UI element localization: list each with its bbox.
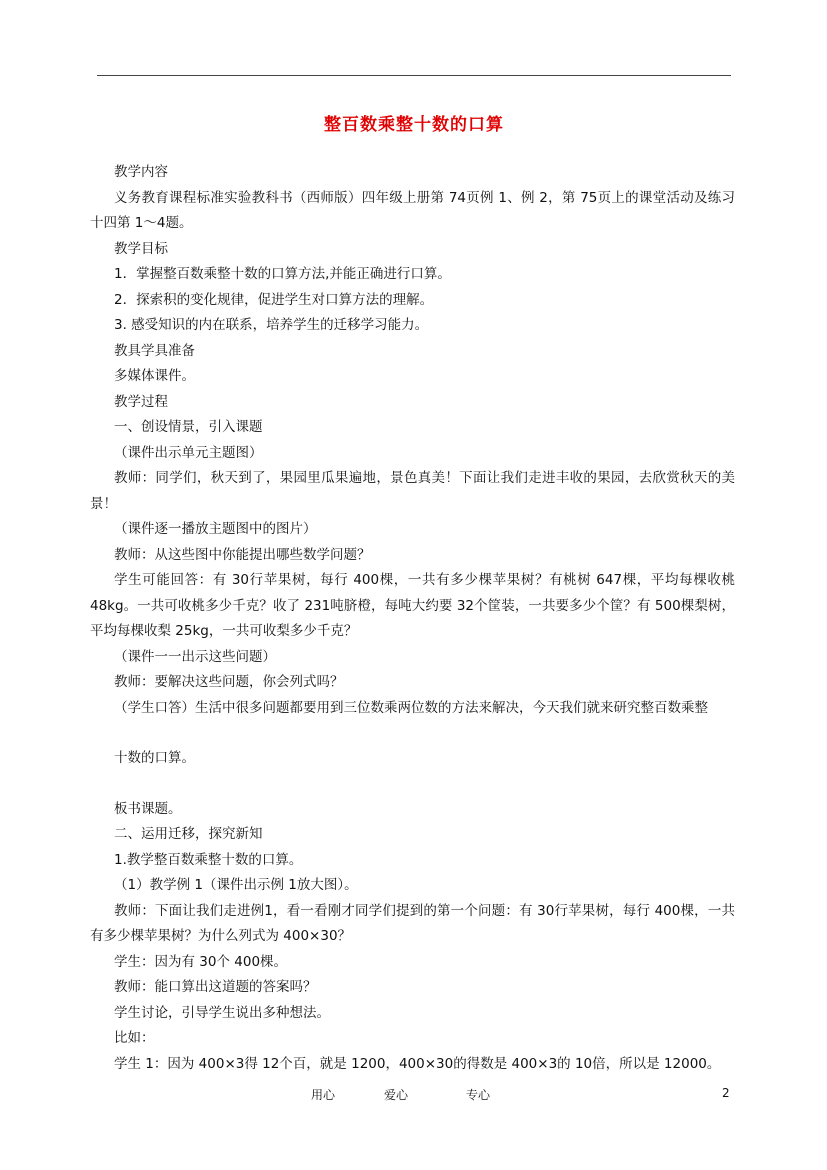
paragraph: 1．掌握整百数乘整十数的口算方法,并能正确进行口算。: [114, 266, 451, 282]
paragraph: 教学过程: [114, 393, 168, 410]
paragraph: （课件出示单元主题图）: [114, 444, 263, 461]
paragraph: 十数的口算。: [114, 750, 195, 766]
document-body: [90, 160, 735, 1077]
paragraph: 教具学具准备: [114, 342, 195, 359]
paragraph: 学生可能回答：有 30行苹果树，每行 400棵，一共有多少棵苹果树？有桃树 647棵，平均每棵收桃 48kg。一共可收桃多少千克？收了 231吨脐橙，每吨大约要 32个筐装，一共要多少个筐？有 500棵梨树，平均每棵收梨 25kg，一共可收梨多少千克？: [90, 572, 735, 639]
paragraph: 义务教育课程标准实验教科书（西师版）四年级上册第 74页例 1、例 2，第 75页上的课堂活动及练习十四第 1～4题。: [90, 189, 735, 231]
paragraph: （课件逐一播放主题图中的图片）: [114, 521, 317, 537]
paragraph: 一、创设情景，引入课题: [114, 419, 263, 435]
header-rule: [97, 75, 731, 76]
paragraph: 2．探索积的变化规律，促进学生对口算方法的理解。: [114, 291, 434, 308]
paragraph: 多媒体课件。: [114, 368, 195, 384]
paragraph: 教学目标: [114, 240, 168, 257]
paragraph: 教师：从这些图中你能提出哪些数学问题？: [114, 546, 371, 563]
page-number: 2: [722, 1086, 730, 1100]
paragraph: （学生口答）生活中很多问题都要用到三位数乘两位数的方法来解决，今天我们就来研究整百数乘整: [114, 699, 708, 716]
paragraph: 学生 1：因为 400×3得 12个百，就是 1200，400×30的得数是 400×3的 10倍，所以是 12000。: [114, 1055, 721, 1072]
paragraph: 二、运用迁移，探究新知: [114, 826, 263, 842]
paragraph: （课件一一出示这些问题）: [114, 648, 276, 665]
paragraph: 教学内容: [114, 164, 168, 180]
paragraph: 教师：下面让我们走进例1，看一看刚才同学们提到的第一个问题：有 30行苹果树，每行 400棵，一共有多少棵苹果树？为什么列式为 400×30？: [90, 902, 735, 944]
paragraph: 1.教学整百数乘整十数的口算。: [114, 851, 303, 868]
page-title: 整百数乘整十数的口算: [324, 115, 504, 135]
paragraph: 板书课题。: [114, 800, 182, 817]
paragraph: 学生讨论，引导学生说出多种想法。: [114, 1004, 330, 1021]
paragraph: 教师：能口算出这道题的答案吗？: [114, 979, 317, 995]
paragraph: （1）教学例 1（课件出示例 1放大图）。: [114, 877, 358, 893]
footer-right-text: 专心: [466, 1088, 491, 1102]
paragraph: 比如：: [114, 1030, 155, 1046]
paragraph: 3. 感受知识的内在联系，培养学生的迁移学习能力。: [114, 317, 429, 333]
paragraph: 教师：同学们，秋天到了，果园里瓜果遍地，景色真美！下面让我们走进丰收的果园，去欣赏秋天的美景！: [90, 470, 735, 512]
paragraph: 教师：要解决这些问题，你会列式吗？: [114, 674, 344, 690]
paragraph: 学生：因为有 30个 400棵。: [114, 953, 288, 970]
footer-left-text: 用心: [311, 1088, 336, 1102]
footer-middle-text: 爱心: [384, 1088, 409, 1102]
